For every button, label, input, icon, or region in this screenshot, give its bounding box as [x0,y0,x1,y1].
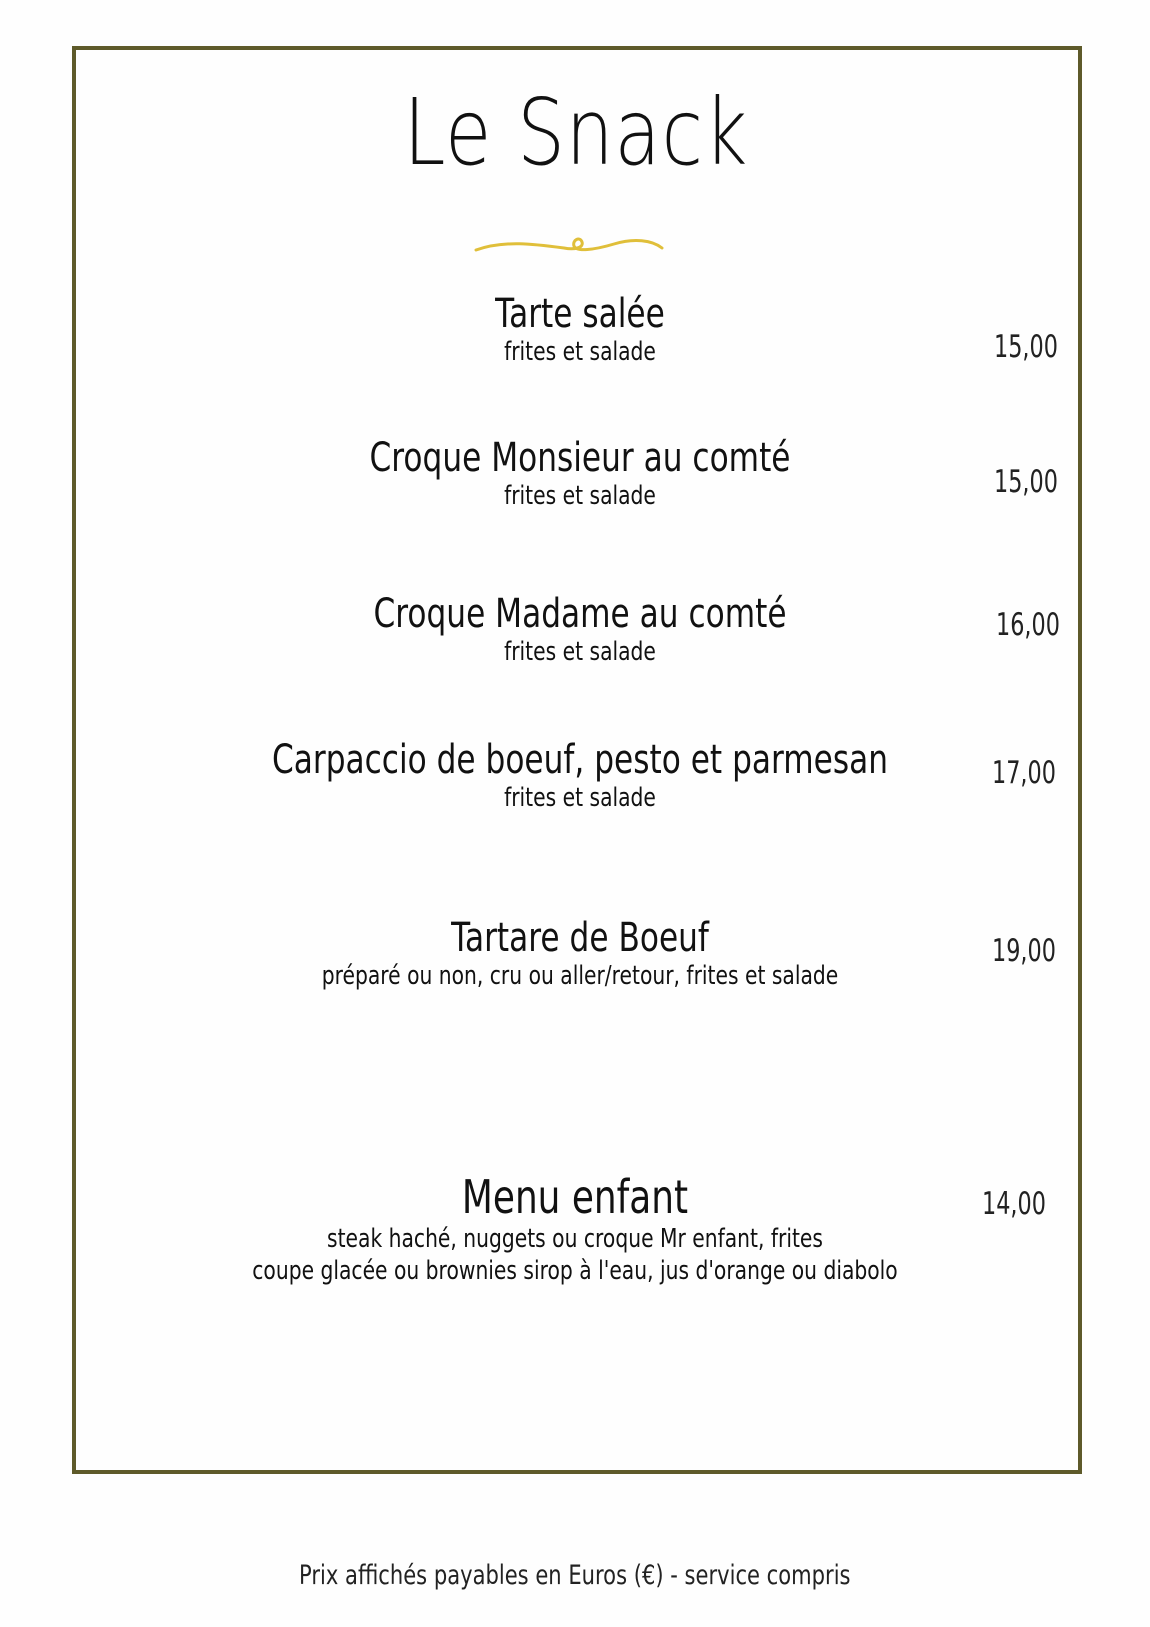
item-description: frites et salade [504,783,656,813]
menu-item-tartare [0,916,1150,993]
footer-note: Prix affichés payables en Euros (€) - service compris [299,1560,851,1591]
item-description: frites et salade [504,637,656,667]
item-name: Croque Monsieur au comté [369,435,791,481]
menu-item-carpaccio [0,738,1150,815]
item-price: 15,00 [994,464,1058,500]
item-description: frites et salade [504,481,656,511]
item-price: 16,00 [996,607,1060,643]
item-name: Carpaccio de boeuf, pesto et parmesan [271,737,889,783]
item-name: Tartare de Boeuf [451,915,709,961]
item-description: frites et salade [504,337,656,367]
menu-item-croque-monsieur [0,436,1150,513]
menu-item-croque-madame [0,592,1150,669]
item-name: Tarte salée [495,291,665,337]
item-name: Menu enfant [461,1170,689,1224]
item-price: 14,00 [982,1186,1046,1222]
item-description-line-2: coupe glacée ou brownies sirop à l'eau, jus d'orange ou diabolo [252,1256,898,1287]
item-price: 17,00 [992,755,1056,791]
flourish-ornament [474,230,664,260]
item-price: 15,00 [994,329,1058,365]
item-price: 19,00 [992,933,1056,969]
menu-item-menu-enfant [0,1172,1150,1288]
item-description: préparé ou non, cru ou aller/retour, frites et salade [321,961,839,991]
menu-title: Le Snack [403,79,749,186]
item-name: Croque Madame au comté [373,591,787,637]
item-description: steak haché, nuggets ou croque Mr enfant, frites [327,1223,823,1254]
menu-item-tarte-salee [0,292,1150,369]
